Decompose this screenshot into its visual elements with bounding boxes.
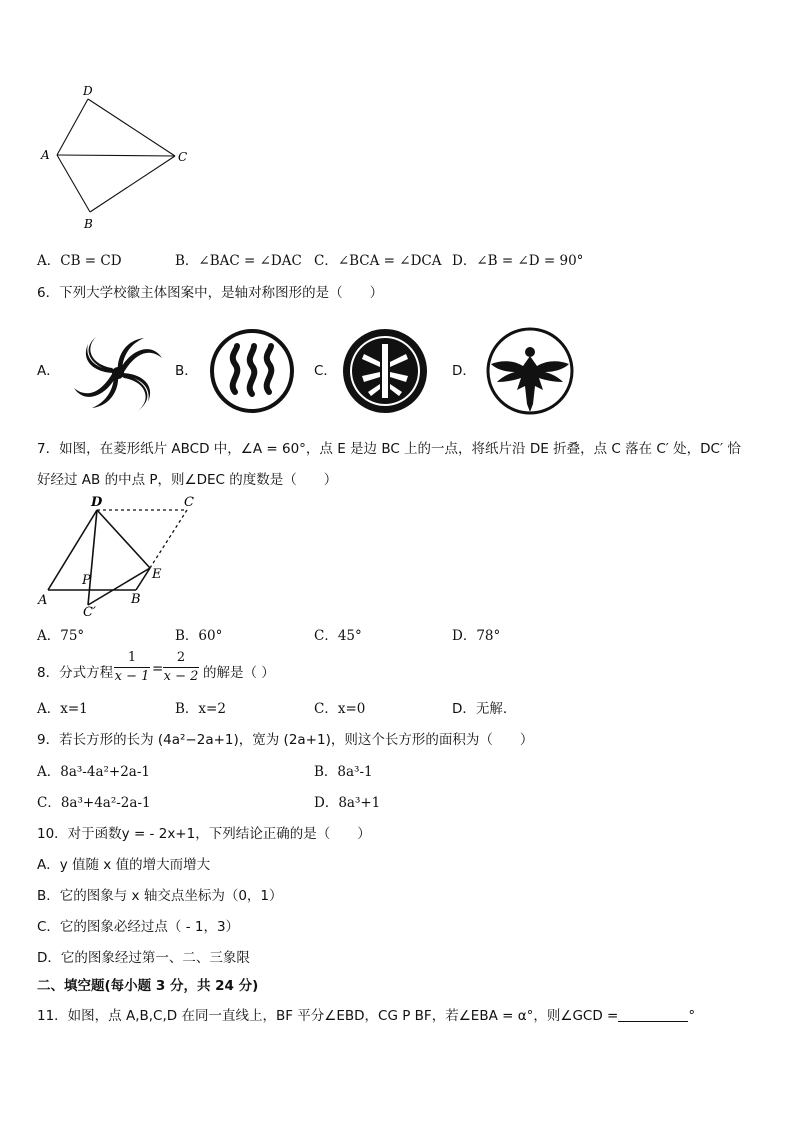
q6-label-c: C． (314, 363, 337, 379)
q7-option-a: A．75° (37, 628, 85, 644)
q10-option-a: A．y 值随 x 值的增大而增大 (37, 857, 211, 873)
q6-label-d: D． (452, 363, 476, 379)
q8-suffix: 的解是（ ） (203, 665, 275, 681)
q7-label-c: C (184, 495, 194, 510)
q5-label-c: C (178, 150, 188, 164)
q5-label-a: A (41, 148, 50, 162)
q10-option-b: B．它的图象与 x 轴交点坐标为（0，1） (37, 888, 283, 904)
q7-option-c: C．45° (314, 628, 362, 644)
q10-option-d: D．它的图象经过第一、二、三象限 (37, 950, 250, 966)
q7-label-p: P (82, 573, 91, 588)
q9-option-a: A．8a³-4a²+2a-1 (37, 764, 151, 780)
q7-figure (30, 490, 210, 620)
q7-label-c-prime: C′ (83, 605, 96, 620)
q8-prefix: 8．分式方程 (37, 665, 114, 681)
q7-label-d: D (91, 495, 103, 510)
q5-option-c: C．∠BCA = ∠DCA (314, 253, 442, 269)
q6-stem: 6．下列大学校徽主体图案中，是轴对称图形的是（ ） (37, 285, 384, 301)
q7-stem-line2: 好经过 AB 的中点 P，则∠DEC 的度数是（ ） (37, 472, 338, 488)
q10-stem: 10．对于函数y = - 2x+1，下列结论正确的是（ ） (37, 826, 371, 842)
q8-lhs-fraction (114, 650, 150, 685)
three-waves-emblem-icon (207, 328, 297, 414)
q8-option-b: B．x=2 (175, 701, 226, 717)
q8-equals: = (152, 661, 164, 677)
q5-option-a: A．CB = CD (37, 253, 122, 269)
q9-option-b: B．8a³-1 (314, 764, 373, 780)
q8-lhs-denominator: x − 1 (114, 669, 150, 684)
q5-option-b: B．∠BAC = ∠DAC (175, 253, 302, 269)
q5-label-b: B (84, 217, 93, 231)
q11-stem-text: 11．如图，点 A,B,C,D 在同一直线上，BF 平分∠EBD，CG P BF，若∠EBA = α°，则∠GCD = (37, 1008, 619, 1024)
q8-option-c: C．x=0 (314, 701, 366, 717)
q8-rhs-fraction (163, 650, 199, 685)
eagle-emblem-icon (483, 326, 577, 416)
q8-lhs-numerator: 1 (127, 650, 137, 665)
q6-label-a: A． (37, 363, 60, 379)
q7-label-a: A (38, 593, 48, 608)
q5-figure (30, 80, 200, 240)
q7-option-b: B．60° (175, 628, 223, 644)
q9-option-c: C．8a³+4a²-2a-1 (37, 795, 151, 811)
section-title-fill-in: 二、填空题(每小题 3 分，共 24 分) (37, 978, 259, 994)
q10-option-c: C．它的图象必经过点（ - 1，3） (37, 919, 240, 935)
q6-label-b: B． (175, 363, 198, 379)
q11-stem (37, 1004, 695, 1024)
q8-rhs-denominator: x − 2 (163, 669, 199, 684)
q9-stem: 9．若长方形的长为 (4a²−2a+1)，宽为 (2a+1)，则这个长方形的面积为（ ） (37, 732, 534, 748)
leaf-character-emblem-icon (340, 326, 430, 416)
q5-option-d: D．∠B = ∠D = 90° (452, 253, 584, 269)
q8-rhs-numerator: 2 (176, 650, 186, 665)
q9-option-d: D．8a³+1 (314, 795, 381, 811)
q11-answer-blank[interactable] (618, 1007, 688, 1022)
q7-option-d: D．78° (452, 628, 501, 644)
swirl-emblem-icon (70, 328, 166, 418)
q8-option-a: A．x=1 (37, 701, 88, 717)
q11-degree: ° (688, 1008, 696, 1024)
q8-option-d: D．无解． (452, 701, 517, 717)
q7-stem-line1: 7．如图，在菱形纸片 ABCD 中，∠A = 60°，点 E 是边 BC 上的一点，将纸片沿 DE 折叠，点 C 落在 C′ 处，DC′ 恰 (37, 441, 741, 457)
q7-label-e: E (152, 567, 162, 582)
q5-label-d: D (83, 84, 93, 98)
q7-label-b: B (131, 592, 141, 607)
